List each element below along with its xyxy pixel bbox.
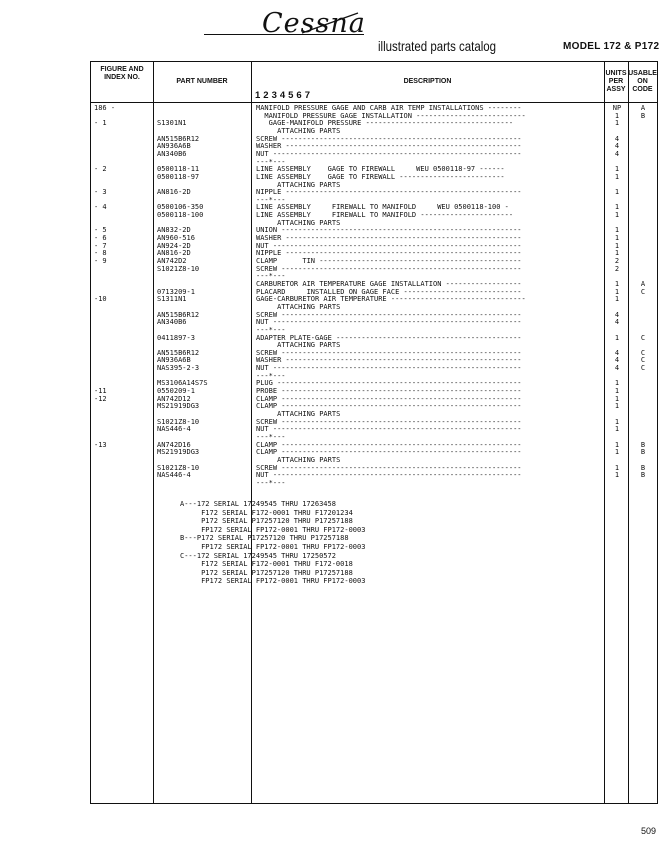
units-cell: 1 — [614, 379, 620, 388]
part-number-cell: NAS395-2-3 — [157, 364, 200, 373]
description-cell: CLAMP --------------------------------------------------------- — [256, 448, 522, 457]
description-cell: CLAMP --------------------------------------------------------- — [256, 440, 522, 449]
part-number-cell: MS21919DG3 — [157, 402, 200, 411]
part-number-cell: AN515B6R12 — [157, 134, 200, 143]
units-cell: NP — [612, 104, 622, 112]
description-cell: ATTACHING PARTS — [256, 180, 341, 189]
units-cell: 4 — [614, 364, 620, 373]
units-cell: 1 — [614, 448, 620, 457]
part-number-cell: S1301N1 — [157, 119, 187, 128]
description-cell: UNION --------------------------------------------------------- — [256, 226, 522, 235]
description-cell: NUT ----------------------------------------------------------- — [256, 364, 522, 373]
description-cell: CARBURETOR AIR TEMPERATURE GAGE INSTALLATION ------------------ — [256, 279, 522, 288]
part-number-cell: S1021Z8-10 — [157, 463, 200, 472]
description-cell: ATTACHING PARTS — [256, 341, 341, 350]
units-per-assy-header: UNITS PER ASSY — [605, 70, 627, 93]
figure-index-cell: - 9 — [94, 257, 107, 265]
part-number-cell: 0411897-3 — [157, 333, 195, 342]
units-cell: 1 — [614, 203, 620, 212]
description-cell: ADAPTER PLATE-GAGE -------------------------------------------- — [256, 333, 522, 342]
description-cell: CLAMP --------------------------------------------------------- — [256, 402, 522, 411]
part-number-cell: AN936A6B — [157, 142, 191, 151]
figure-index-cell: 186 - — [94, 104, 116, 112]
description-cell: ---*--- — [256, 325, 286, 334]
part-number-cell: NAS446-4 — [157, 425, 191, 434]
part-number-cell: 0500106-350 — [157, 203, 204, 212]
description-cell: ---*--- — [256, 272, 286, 281]
units-cell: 4 — [614, 348, 620, 357]
description-cell: PLUG ---------------------------------------------------------- — [256, 379, 522, 388]
description-cell: LINE ASSEMBLY GAGE TO FIREWALL ------------------------- — [256, 172, 505, 181]
usable-code-cell: B — [640, 111, 646, 120]
units-cell: 4 — [614, 134, 620, 143]
units-cell: 1 — [614, 425, 620, 434]
note-line: B---P172 SERIAL P17257120 THRU P17257188 — [180, 534, 349, 543]
brand-logo: Cessna — [262, 8, 366, 39]
description-cell: SCREW --------------------------------------------------------- — [256, 348, 522, 357]
part-number-cell: AN515B6R12 — [157, 310, 200, 319]
note-line: FP172 SERIAL FP172-0001 THRU FP172-0003 — [180, 542, 366, 551]
usable-code-notes — [180, 500, 365, 586]
page-header — [0, 0, 672, 62]
figure-index-cell: - 2 — [94, 165, 107, 174]
note-line: F172 SERIAL F172-0001 THRU F172-0018 — [180, 560, 353, 569]
usable-code-cell: C — [640, 287, 646, 296]
part-number-cell: MS21919DG3 — [157, 448, 200, 457]
description-cell: LINE ASSEMBLY FIREWALL TO MANIFOLD ---------------------- — [256, 211, 514, 220]
part-number-cell: S1311N1 — [157, 295, 187, 304]
figure-index-cell: - 6 — [94, 234, 107, 243]
figure-index-header: FIGURE AND INDEX NO. — [100, 66, 144, 81]
usable-code-cell: B — [640, 448, 646, 457]
description-cell: NUT ----------------------------------------------------------- — [256, 318, 522, 327]
description-cell: ---*--- — [256, 478, 286, 487]
description-cell: SCREW --------------------------------------------------------- — [256, 463, 522, 472]
description-cell: NUT ----------------------------------------------------------- — [256, 425, 522, 434]
part-number-cell: S1021Z8-10 — [157, 264, 200, 273]
part-number-cell: S1021Z8-10 — [157, 417, 200, 426]
part-number-cell: AN960-516 — [157, 234, 195, 243]
units-cell: 1 — [614, 172, 620, 181]
units-cell: 1 — [614, 387, 620, 396]
description-cell: MANIFOLD PRESSURE GAGE AND CARB AIR TEMP INSTALLATIONS -------- — [256, 104, 522, 112]
note-line: A---172 SERIAL 17249545 THRU 17263458 — [180, 500, 336, 508]
figure-index-cell: - 8 — [94, 249, 107, 258]
figure-index-cell: - 7 — [94, 241, 107, 250]
usable-code-cell: C — [640, 364, 646, 373]
description-header: DESCRIPTION — [403, 78, 452, 85]
description-cell: NUT ----------------------------------------------------------- — [256, 241, 522, 250]
units-cell: 1 — [614, 417, 620, 426]
description-cell: ---*--- — [256, 157, 286, 166]
description-cell: ATTACHING PARTS — [256, 455, 341, 464]
figure-index-cell: - 1 — [94, 119, 107, 128]
figure-index-cell: - 4 — [94, 203, 107, 212]
description-cell: ---*--- — [256, 371, 286, 380]
part-number-cell: 0713209-1 — [157, 287, 195, 296]
description-cell: NIPPLE -------------------------------------------------------- — [256, 249, 522, 258]
description-cell: PROBE --------------------------------------------------------- — [256, 387, 522, 396]
figure-index-cell: -10 — [94, 295, 107, 304]
units-cell: 1 — [614, 188, 620, 197]
description-cell: ---*--- — [256, 195, 286, 204]
units-cell: 1 — [614, 234, 620, 243]
description-cell: CLAMP TIN ------------------------------------------------ — [256, 257, 522, 265]
parts-table — [90, 61, 658, 804]
units-cell: 2 — [614, 257, 620, 265]
table-header-row — [91, 62, 657, 103]
description-cell: ATTACHING PARTS — [256, 126, 341, 135]
description-cell: NUT ----------------------------------------------------------- — [256, 149, 522, 158]
figure-index-cell: - 3 — [94, 188, 107, 197]
note-line: FP172 SERIAL FP172-0001 THRU FP172-0003 — [180, 525, 366, 534]
units-cell: 1 — [614, 211, 620, 220]
part-number-cell: AN742D12 — [157, 394, 191, 403]
part-number-cell: 0500118-11 — [157, 165, 200, 174]
usable-code-cell: A — [640, 104, 646, 112]
description-cell: GAGE-CARBURETOR AIR TEMPERATURE -------------------------------- — [256, 295, 526, 304]
usable-code-cell: A — [640, 279, 646, 288]
usable-code-cell: B — [640, 440, 646, 449]
model-title: MODEL 172 & P172 — [563, 41, 660, 52]
part-number-cell: AN936A6B — [157, 356, 191, 365]
page-number: 509 — [641, 826, 657, 836]
units-cell: 4 — [614, 356, 620, 365]
table-row — [91, 479, 659, 488]
description-cell: ---*--- — [256, 432, 286, 441]
figure-index-cell: - 5 — [94, 226, 107, 235]
description-cell: MANIFOLD PRESSURE GAGE INSTALLATION -------------------------- — [256, 111, 526, 120]
usable-code-cell: B — [640, 471, 646, 480]
units-cell: 4 — [614, 318, 620, 327]
part-number-cell: AN340B6 — [157, 318, 187, 327]
indent-level-digits: 1234567 — [255, 90, 313, 101]
description-cell: ATTACHING PARTS — [256, 410, 341, 418]
units-cell: 1 — [614, 226, 620, 235]
units-cell: 1 — [614, 295, 620, 304]
units-cell: 1 — [614, 287, 620, 296]
catalog-title: illustrated parts catalog — [378, 38, 497, 54]
note-line: FP172 SERIAL FP172-0001 THRU FP172-0003 — [180, 577, 366, 586]
units-cell: 1 — [614, 249, 620, 258]
units-cell: 1 — [614, 165, 620, 174]
part-number-cell: AN515B6R12 — [157, 348, 200, 357]
usable-code-cell: B — [640, 463, 646, 472]
units-cell: 1 — [614, 440, 620, 449]
units-cell: 4 — [614, 149, 620, 158]
part-number-cell: 0500118-97 — [157, 172, 200, 181]
description-cell: LINE ASSEMBLY GAGE TO FIREWALL WEU 0500118-97 ------ — [256, 165, 505, 174]
units-cell: 1 — [614, 333, 620, 342]
description-cell: LINE ASSEMBLY FIREWALL TO MANIFOLD WEU 0500118-100 - — [256, 203, 509, 212]
part-number-cell: MS3106A14S7S — [157, 379, 208, 388]
units-cell: 2 — [614, 264, 620, 273]
part-number-cell: AN832-2D — [157, 226, 191, 235]
usable-code-cell: C — [640, 348, 646, 357]
figure-index-cell: -13 — [94, 440, 107, 449]
part-number-cell: AN816-2D — [157, 249, 191, 258]
description-cell: WASHER -------------------------------------------------------- — [256, 234, 522, 243]
part-number-cell: AN924-2D — [157, 241, 191, 250]
units-cell: 1 — [614, 279, 620, 288]
note-line: P172 SERIAL P17257120 THRU P17257188 — [180, 517, 353, 526]
description-cell: SCREW --------------------------------------------------------- — [256, 417, 522, 426]
part-number-cell: AN340B6 — [157, 149, 187, 158]
note-line: F172 SERIAL F172-0001 THRU F17201234 — [180, 508, 353, 517]
units-cell: 1 — [614, 111, 620, 120]
part-number-cell: 0500118-100 — [157, 211, 204, 220]
units-cell: 1 — [614, 471, 620, 480]
description-cell: SCREW --------------------------------------------------------- — [256, 310, 522, 319]
description-cell: ATTACHING PARTS — [256, 302, 341, 311]
description-cell: SCREW --------------------------------------------------------- — [256, 134, 522, 143]
description-cell: GAGE-MANIFOLD PRESSURE ----------------------------------- — [256, 119, 514, 128]
units-cell: 1 — [614, 463, 620, 472]
description-cell: CLAMP --------------------------------------------------------- — [256, 394, 522, 403]
usable-on-code-header: USABLE ON CODE — [628, 70, 657, 93]
part-number-cell: 0550209-1 — [157, 387, 195, 396]
description-cell: SCREW --------------------------------------------------------- — [256, 264, 522, 273]
description-cell: NUT ----------------------------------------------------------- — [256, 471, 522, 480]
part-number-cell: AN816-2D — [157, 188, 191, 197]
description-cell: NIPPLE -------------------------------------------------------- — [256, 188, 522, 197]
part-number-cell: NAS446-4 — [157, 471, 191, 480]
note-line: C---172 SERIAL 17249545 THRU 17250572 — [180, 551, 336, 560]
units-cell: 4 — [614, 310, 620, 319]
part-number-cell: AN742D16 — [157, 440, 191, 449]
description-cell: PLACARD INSTALLED ON GAGE FACE ---------------------------- — [256, 287, 522, 296]
usable-code-cell: C — [640, 356, 646, 365]
figure-index-cell: -12 — [94, 394, 107, 403]
units-cell: 1 — [614, 402, 620, 411]
units-cell: 1 — [614, 241, 620, 250]
units-cell: 1 — [614, 394, 620, 403]
part-number-header: PART NUMBER — [176, 78, 228, 85]
figure-index-cell: -11 — [94, 387, 107, 396]
description-cell: ATTACHING PARTS — [256, 218, 341, 227]
description-cell: WASHER -------------------------------------------------------- — [256, 142, 522, 151]
units-cell: 4 — [614, 142, 620, 151]
note-line: P172 SERIAL P17257120 THRU P17257188 — [180, 568, 353, 577]
usable-code-cell: C — [640, 333, 646, 342]
description-cell: WASHER -------------------------------------------------------- — [256, 356, 522, 365]
units-cell: 1 — [614, 119, 620, 128]
part-number-cell: AN742D2 — [157, 257, 187, 265]
